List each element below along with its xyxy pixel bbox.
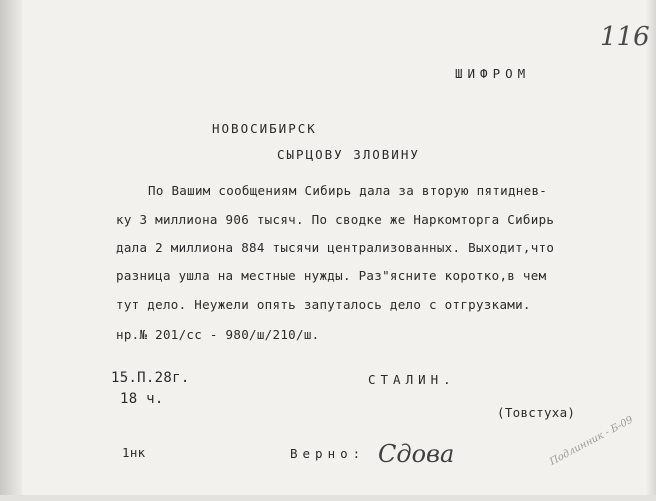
copy-marker: 1нк [122,445,146,460]
date: 15.П.28г. [111,370,190,386]
scan-bottom-edge [0,495,656,501]
recipient-city: НОВОСИБИРСК [212,121,317,136]
classification-heading: ШИФРОМ [455,66,531,81]
secretary: (Товстуха) [497,405,576,420]
scan-left-edge [0,0,22,501]
reference-number: нр.№ 201/сс - 980/ш/210/ш. [116,327,320,342]
verified-label: Верно: [290,446,366,461]
time: 18 ч. [120,391,164,407]
signatory: СТАЛИН. [368,372,456,387]
verified-signature: Сдова [378,440,455,468]
body-line: дала 2 миллиона 884 тысячи централизованных. Выходит,что [116,240,555,255]
page-number: 116 [600,22,650,52]
margin-note: Подлинник - Б-09 [548,414,635,468]
body-line: тут дело. Неужели опять запуталось дело с отгрузками. [116,297,531,312]
body-line: разница ушла на местные нужды. Раз"ясните коротко,в чем [116,268,547,283]
body-line: ку 3 миллиона 906 тысяч. По сводке же Наркомторга Сибирь [116,212,555,227]
scan-right-edge [646,0,656,501]
recipient-names: СЫРЦОВУ ЗЛОВИНУ [277,147,420,162]
body-line: По Вашим сообщениям Сибирь дала за вторую пятиднев- [148,183,548,198]
